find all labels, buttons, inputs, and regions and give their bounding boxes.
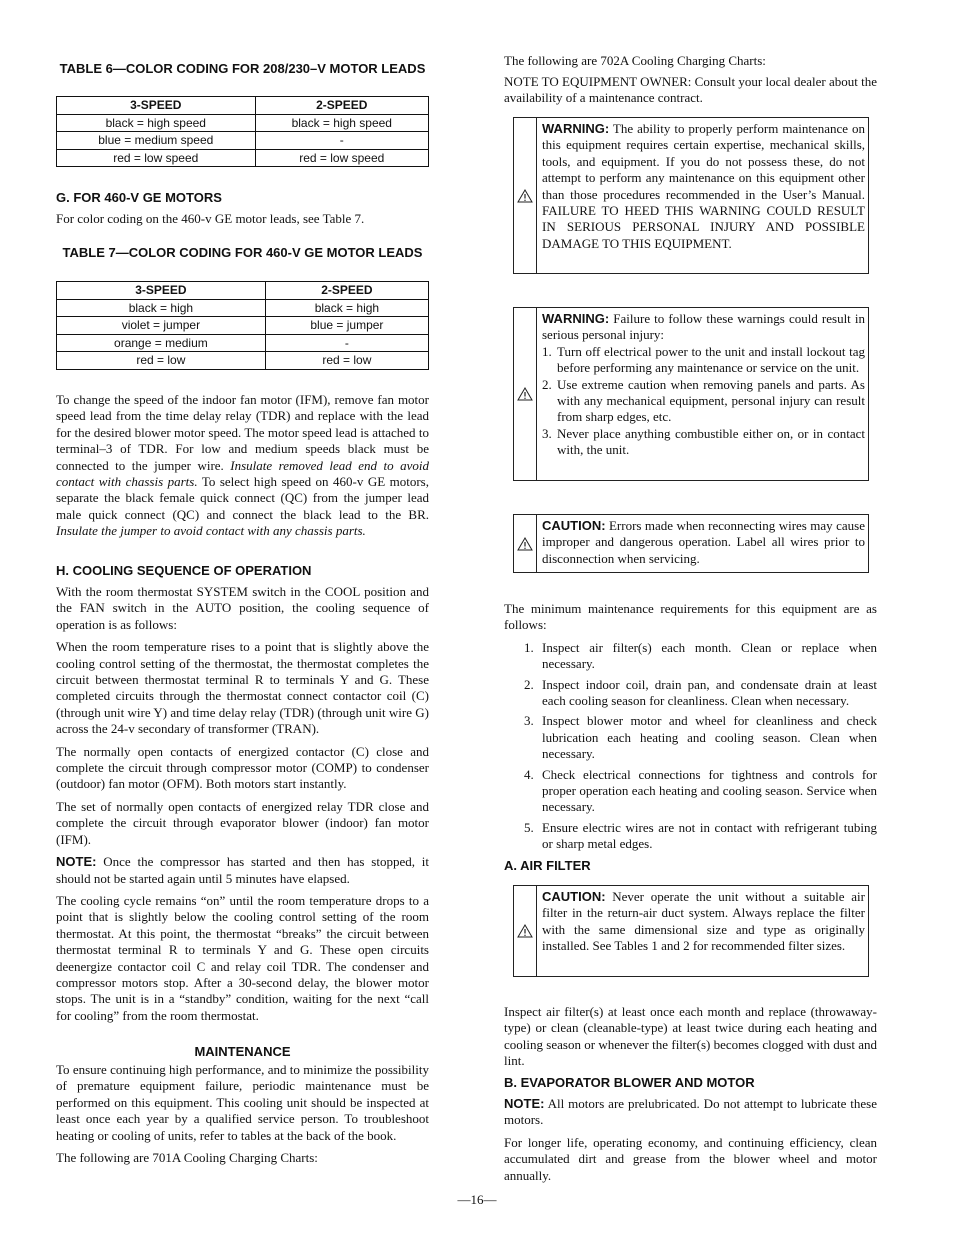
list-item: 1. Turn off electrical power to the unit and install lockout tag before performing any maintenance or service on the unit. bbox=[542, 343, 865, 376]
caution-text: CAUTION: Errors made when reconnecting wires may cause improper and dangerous operation. Label all wires prior to disconnection when servicing. bbox=[542, 518, 865, 566]
table-row bbox=[57, 317, 429, 335]
table-cell: red = low speed bbox=[57, 149, 256, 167]
warning-triangle-icon bbox=[514, 515, 537, 572]
table-row bbox=[57, 352, 429, 370]
table-cell: red = low bbox=[57, 352, 266, 370]
table-cell: red = low speed bbox=[255, 149, 428, 167]
section-g-text: For color coding on the 460-v GE motor leads, see Table 7. bbox=[56, 211, 365, 226]
paragraph: The set of normally open contacts of energized relay TDR close and complete the circuit through evaporator blower (indoor) fan motor (IFM). bbox=[56, 798, 429, 847]
section-h-body bbox=[56, 584, 429, 1030]
paragraph: When the room temperature rises to a point that is slightly above the cooling control setting of the thermostat, the thermostat completes the circuit between thermostat terminal R to terminals Y and G. These completed circuits through the thermostat connect contactor coil (C) (through unit wire Y) and time delay relay (TDR) (through unit wire G) across the 24-v secondary of transformer (TRAN). bbox=[56, 639, 429, 737]
table-row bbox=[57, 149, 429, 167]
table7 bbox=[56, 281, 429, 370]
warning-text: WARNING: The ability to properly perform maintenance on this equipment requires certain expertise, mechanical skills, tools, and equipment. If you do not possess these, do not attempt to perform any maintenance on this equipment other than those procedures recommended in the User’s Manual. FAILURE TO HEED THIS WARNING COULD RESULT IN SERIOUS PERSONAL INJURY AND POSSIBLE DAMAGE TO THIS EQUIPMENT. bbox=[542, 121, 865, 251]
table6 bbox=[56, 96, 429, 167]
table-header: 3-SPEED bbox=[57, 97, 256, 115]
list-item: 2. Inspect indoor coil, drain pan, and condensate drain at least each cooling season for cleanliness. Clean when necessary. bbox=[524, 676, 877, 709]
table-row bbox=[57, 132, 429, 150]
maintenance-requirements bbox=[504, 601, 877, 859]
table-cell: black = high bbox=[57, 299, 266, 317]
table-row bbox=[57, 114, 429, 132]
table-header: 2-SPEED bbox=[255, 97, 428, 115]
table-cell: blue = medium speed bbox=[57, 132, 256, 150]
caution-box-2 bbox=[513, 885, 869, 977]
table-header: 2-SPEED bbox=[265, 282, 428, 300]
table-cell: black = high speed bbox=[255, 114, 428, 132]
paragraph: The following are 701A Cooling Charging Charts: bbox=[56, 1150, 318, 1166]
warning-triangle-icon bbox=[514, 886, 537, 976]
paragraph: NOTE TO EQUIPMENT OWNER: Consult your local dealer about the availability of a maintenance contract. bbox=[504, 74, 877, 106]
paragraph: With the room thermostat SYSTEM switch in the COOL position and the FAN switch in the AUTO position, the cooling sequence of operation is as follows: bbox=[56, 584, 429, 632]
section-a-heading: A. AIR FILTER bbox=[504, 858, 591, 873]
list-item: 1. Inspect air filter(s) each month. Clean or replace when necessary. bbox=[524, 639, 877, 672]
table6-title: TABLE 6—COLOR CODING FOR 208/230–V MOTOR LEADS bbox=[59, 61, 426, 76]
table-cell: black = high bbox=[265, 299, 428, 317]
list-item: 3. Never place anything combustible either on, or in contact with, the unit. bbox=[542, 425, 865, 458]
list-item: 2. Use extreme caution when removing panels and parts. As with any mechanical equipment, personal injury can result from sharp edges, etc. bbox=[542, 376, 865, 425]
caution-box-1 bbox=[513, 514, 869, 573]
table-cell: black = high speed bbox=[57, 114, 256, 132]
paragraph: The normally open contacts of energized contactor (C) close and complete the circuit through compressor motor (COMP) to condenser (outdoor) fan motor (OFM). Both motors start instantly. bbox=[56, 743, 429, 792]
list-item: 3. Inspect blower motor and wheel for cleanliness and check lubrication each heating and cooling season. Clean when necessary. bbox=[524, 713, 877, 762]
paragraph: The cooling cycle remains “on” until the room temperature drops to a point that is slightly below the cooling control setting of the room thermostat. At this point, the thermostat “breaks” the circuit between thermostat terminal R to terminals Y and G. These open circuits deenergize contactor coil C and relay coil TDR. The condenser and compressor motors stop. After a 30-second delay, the blower motor stops. The unit is in a “standby” condition, waiting for the next “call for cooling” from the room thermostat. bbox=[56, 892, 429, 1023]
table-cell: red = low bbox=[265, 352, 428, 370]
warning-triangle-icon bbox=[514, 118, 537, 273]
paragraph: The minimum maintenance requirements for this equipment are as follows: bbox=[504, 601, 877, 633]
warning-text: WARNING: Failure to follow these warnings could result in serious personal injury: 1. Turn off electrical power to the unit and install lockout tag before performing any maintenance or service on the unit. 2. Use extreme caution when removing panels and parts. As with any mechanical equipment, personal injury can result from sharp edges, etc. 3. Never place anything combustible either on, or in contact with, the unit. bbox=[542, 311, 865, 458]
list-item: 4. Check electrical connections for tightness and controls for proper operation each heating and cooling season. Service when necessary. bbox=[524, 766, 877, 815]
table-cell: - bbox=[255, 132, 428, 150]
table-cell: - bbox=[265, 334, 428, 352]
section-b-body bbox=[504, 1096, 877, 1190]
table-row bbox=[57, 334, 429, 352]
speed-change-paragraph: To change the speed of the indoor fan motor (IFM), remove fan motor speed lead from the time delay relay (TDR) and replace with the lead for the desired blower motor speed. The motor speed lead is attached to terminal–3 of TDR. For low and medium speeds black must be connected to the jumper wire. Insulate removed lead end to avoid contact with chassis parts. To select high speed on 460-v GE motors, separate the black female quick connect (QC) from the jumper lead male quick connect (QC) and connect the black lead to the BR. Insulate the jumper to avoid contact with any chassis parts. bbox=[56, 392, 429, 539]
list-item: 5. Ensure electric wires are not in contact with refrigerant tubing or sharp metal edges. bbox=[524, 819, 877, 852]
warning-box-1 bbox=[513, 117, 869, 274]
paragraph: For longer life, operating economy, and continuing efficiency, clean accumulated dirt and grease from the blower wheel and motor annually. bbox=[504, 1134, 877, 1183]
table7-title: TABLE 7—COLOR CODING FOR 460-V GE MOTOR LEADS bbox=[62, 245, 423, 260]
section-g-heading: G. FOR 460-V GE MOTORS bbox=[56, 190, 222, 205]
table-cell: violet = jumper bbox=[57, 317, 266, 335]
warning-box-2 bbox=[513, 307, 869, 481]
paragraph: The following are 702A Cooling Charging Charts: bbox=[504, 53, 766, 68]
paragraph: Inspect air filter(s) at least once each month and replace (throwaway-type) or clean (cleanable-type) at least twice during each heating and cooling season or whenever the filter(s) becomes clogged with dust and lint. bbox=[504, 1004, 877, 1069]
warning-triangle-icon bbox=[514, 308, 537, 480]
page-number: —16— bbox=[457, 1192, 497, 1207]
table-row bbox=[57, 299, 429, 317]
note-paragraph: NOTE: All motors are prelubricated. Do not attempt to lubricate these motors. bbox=[504, 1096, 877, 1128]
section-h-heading: H. COOLING SEQUENCE OF OPERATION bbox=[56, 563, 312, 578]
maintenance-body bbox=[56, 1062, 429, 1172]
table-cell: orange = medium bbox=[57, 334, 266, 352]
paragraph: To ensure continuing high performance, and to minimize the possibility of premature equipment failure, periodic maintenance must be performed on this equipment. This cooling unit should be inspected at least once each year by a qualified service person. To troubleshoot heating or cooling of units, refer to tables at the back of the book. bbox=[56, 1062, 429, 1143]
maintenance-heading: MAINTENANCE bbox=[194, 1044, 291, 1059]
caution-text: CAUTION: Never operate the unit without a suitable air filter in the return-air duct system. Always replace the filter with the same dimensional size and type as originally installed. See Tables 1 and 2 for recommended filter sizes. bbox=[542, 889, 865, 954]
table-header: 3-SPEED bbox=[57, 282, 266, 300]
note-paragraph: NOTE: Once the compressor has started and then has stopped, it should not be started again until 5 minutes have elapsed. bbox=[56, 854, 429, 886]
table-cell: blue = jumper bbox=[265, 317, 428, 335]
section-b-heading: B. EVAPORATOR BLOWER AND MOTOR bbox=[504, 1075, 755, 1090]
